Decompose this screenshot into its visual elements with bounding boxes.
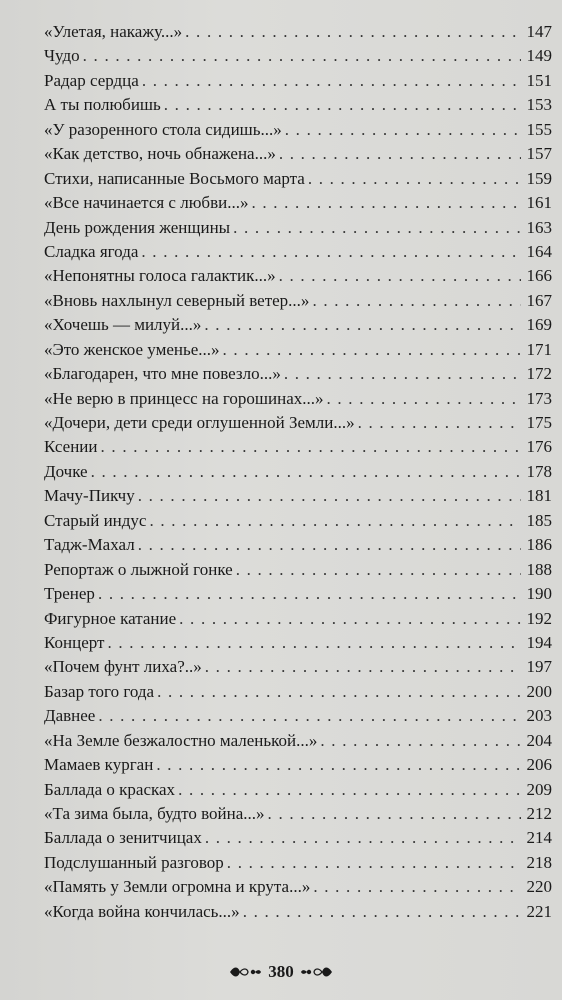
toc-entry [44, 558, 552, 582]
toc-entry [44, 216, 552, 240]
toc-entry [44, 778, 552, 802]
toc-entry [44, 680, 552, 704]
toc-entry-page: 159 [526, 168, 552, 188]
toc-entry-page: 155 [526, 119, 552, 139]
toc-entry-page: 164 [526, 241, 552, 261]
toc-entry-page: 173 [526, 388, 552, 408]
dot-leader [178, 778, 521, 802]
toc-entry-title: «Как детство, ночь обнажена...» [44, 144, 276, 164]
toc-entry [44, 93, 552, 117]
toc-entry [44, 655, 552, 679]
toc-entry [44, 313, 552, 337]
toc-entry-title: «Это женское уменье...» [44, 339, 220, 359]
dot-leader [141, 240, 521, 264]
toc-entry-title: Баллада о зенитчицах [44, 828, 202, 848]
dot-leader [98, 582, 521, 606]
dot-leader [205, 826, 521, 850]
dot-leader [164, 93, 521, 117]
table-of-contents [44, 20, 552, 924]
floral-ornament-icon [228, 964, 262, 980]
dot-leader [358, 411, 521, 435]
toc-entry-title: А ты полюбишь [44, 95, 161, 115]
toc-entry-title: Радар сердца [44, 70, 139, 90]
toc-entry-title: «Вновь нахлынул северный ветер...» [44, 290, 310, 310]
toc-entry [44, 875, 552, 899]
toc-entry-title: День рождения женщины [44, 217, 231, 237]
toc-entry-page: 181 [526, 486, 552, 506]
dot-leader [308, 167, 521, 191]
toc-entry-title: Чудо [44, 46, 80, 66]
toc-entry-page: 204 [526, 730, 552, 750]
dot-leader [284, 362, 521, 386]
dot-leader [98, 704, 521, 728]
toc-entry [44, 289, 552, 313]
toc-entry [44, 387, 552, 411]
dot-leader [83, 44, 521, 68]
toc-entry [44, 191, 552, 215]
toc-entry [44, 900, 552, 924]
toc-entry [44, 338, 552, 362]
toc-entry-title: Подслушанный разговор [44, 852, 224, 872]
dot-leader [205, 655, 521, 679]
toc-entry-page: 188 [526, 559, 552, 579]
toc-entry [44, 704, 552, 728]
toc-entry [44, 509, 552, 533]
toc-entry-title: Концерт [44, 632, 105, 652]
dot-leader [91, 460, 521, 484]
toc-entry [44, 753, 552, 777]
toc-entry-title: «Память у Земли огромна и крута...» [44, 877, 311, 897]
toc-entry-title: Тадж-Махал [44, 535, 135, 555]
toc-entry-page: 153 [526, 95, 552, 115]
toc-entry-page: 147 [526, 22, 552, 41]
dot-leader [157, 680, 521, 704]
dot-leader [312, 289, 521, 313]
toc-entry-page: 176 [526, 437, 552, 457]
toc-entry [44, 240, 552, 264]
toc-entry-title: «Когда война кончилась...» [44, 901, 240, 921]
toc-entry [44, 851, 552, 875]
toc-entry-page: 221 [526, 901, 552, 921]
toc-entry-page: 185 [526, 510, 552, 530]
toc-entry-title: Базар того года [44, 681, 155, 701]
toc-entry-page: 171 [526, 339, 552, 359]
toc-entry-title: Старый индус [44, 510, 147, 530]
toc-entry [44, 69, 552, 93]
toc-entry-title: «Хочешь — милуй...» [44, 315, 202, 335]
dot-leader [107, 631, 521, 655]
toc-entry-page: 161 [526, 193, 552, 213]
dot-leader [320, 729, 521, 753]
toc-entry-title: Давнее [44, 706, 96, 726]
toc-entry [44, 142, 552, 166]
toc-entry-page: 203 [526, 706, 552, 726]
toc-entry-page: 175 [526, 413, 552, 432]
toc-entry [44, 460, 552, 484]
dot-leader [279, 264, 521, 288]
toc-entry-page: 167 [526, 290, 552, 310]
toc-entry-title: Баллада о красках [44, 779, 176, 799]
toc-entry [44, 631, 552, 655]
dot-leader [313, 875, 521, 899]
dot-leader [251, 191, 521, 215]
dot-leader [149, 509, 521, 533]
toc-entry-page: 194 [526, 632, 552, 652]
toc-entry-page: 157 [526, 144, 552, 164]
toc-entry-title: Репортаж о лыжной гонке [44, 559, 233, 579]
dot-leader [223, 338, 521, 362]
toc-entry-title: Мамаев курган [44, 755, 154, 775]
dot-leader [142, 69, 521, 93]
floral-ornament-icon [300, 964, 334, 980]
toc-entry-page: 206 [526, 755, 552, 775]
toc-entry [44, 44, 552, 68]
toc-entry-page: 151 [526, 70, 552, 90]
toc-entry-page: 172 [526, 364, 552, 384]
page-footer [0, 962, 562, 982]
toc-entry [44, 582, 552, 606]
toc-entry-page: 190 [526, 584, 552, 604]
dot-leader [327, 387, 522, 411]
dot-leader [204, 313, 521, 337]
toc-entry-page: 212 [526, 804, 552, 823]
toc-entry-title: Тренер [44, 584, 95, 604]
toc-entry-title: Дочке [44, 461, 88, 481]
dot-leader [156, 753, 521, 777]
toc-entry-page: 169 [526, 315, 552, 335]
toc-entry-title: Фигурное катание [44, 608, 177, 628]
toc-entry-title: «Та зима была, будто война...» [44, 804, 265, 823]
toc-entry-page: 163 [526, 217, 552, 237]
toc-entry [44, 435, 552, 459]
dot-leader [236, 558, 521, 582]
toc-entry-page: 209 [526, 779, 552, 799]
toc-entry-page: 218 [526, 852, 552, 872]
dot-leader [233, 216, 521, 240]
toc-entry [44, 802, 552, 826]
dot-leader [279, 142, 521, 166]
toc-entry-page: 192 [526, 608, 552, 628]
toc-entry [44, 533, 552, 557]
toc-entry-title: «Благодарен, что мне повезло...» [44, 364, 281, 384]
toc-entry-title: Ксении [44, 437, 98, 457]
toc-entry-title: «У разоренного стола сидишь...» [44, 119, 282, 139]
dot-leader [138, 533, 521, 557]
toc-entry-page: 149 [526, 46, 552, 66]
dot-leader [179, 607, 521, 631]
toc-entry [44, 264, 552, 288]
toc-entry [44, 484, 552, 508]
toc-entry-title: «Почем фунт лиха?..» [44, 657, 202, 677]
toc-entry-page: 186 [526, 535, 552, 555]
toc-entry-page: 214 [526, 828, 552, 848]
toc-entry [44, 118, 552, 142]
toc-entry-page: 166 [526, 266, 552, 286]
dot-leader [243, 900, 521, 924]
toc-entry-page: 197 [526, 657, 552, 677]
toc-entry [44, 20, 552, 44]
dot-leader [285, 118, 521, 142]
dot-leader [185, 20, 521, 44]
toc-entry-title: Мачу-Пикчу [44, 486, 135, 506]
toc-entry-title: «Все начинается с любви...» [44, 193, 249, 213]
toc-entry-page: 178 [526, 461, 552, 481]
dot-leader [138, 484, 521, 508]
toc-entry-title: «Не верю в принцесс на горошинах...» [44, 388, 324, 408]
dot-leader [227, 851, 521, 875]
toc-entry-title: Сладка ягода [44, 241, 139, 261]
page-number: 380 [268, 962, 294, 981]
toc-entry [44, 167, 552, 191]
dot-leader [268, 802, 521, 826]
toc-entry-page: 220 [526, 877, 552, 897]
toc-entry-title: Стихи, написанные Восьмого марта [44, 168, 305, 188]
dot-leader [101, 435, 521, 459]
toc-entry-title: «Непонятны голоса галактик...» [44, 266, 276, 286]
toc-entry [44, 607, 552, 631]
toc-entry [44, 411, 552, 435]
toc-entry [44, 826, 552, 850]
toc-entry-title: «Улетая, накажу...» [44, 22, 183, 41]
toc-entry-page: 200 [526, 681, 552, 701]
toc-entry-title: «Дочери, дети среди оглушенной Земли...» [44, 413, 355, 432]
toc-entry [44, 362, 552, 386]
toc-entry [44, 729, 552, 753]
toc-entry-title: «На Земле безжалостно маленькой...» [44, 730, 318, 750]
